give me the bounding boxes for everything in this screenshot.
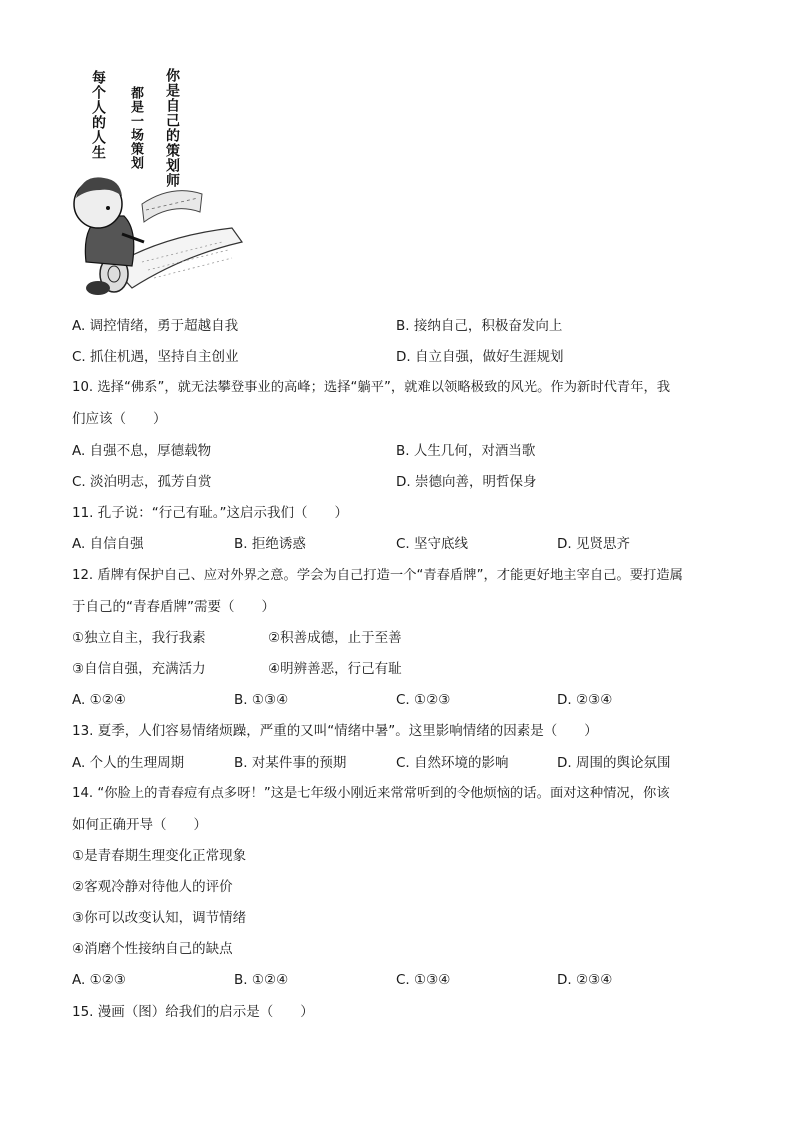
q9-option-a xyxy=(72,316,238,336)
cartoon-caption-col2: 都是一场策划 xyxy=(128,86,143,170)
option-text: 自信自强 xyxy=(89,536,144,552)
q14-option-b xyxy=(234,970,288,990)
q14-stem-line2: 如何正确开导（ ） xyxy=(72,817,207,833)
q9-option-b xyxy=(396,316,562,336)
option-letter: D. xyxy=(396,474,411,490)
option-letter: C. xyxy=(396,755,410,771)
option-text: 拒绝诱惑 xyxy=(251,536,306,552)
option-text: ①②④ xyxy=(89,692,126,708)
option-letter: D. xyxy=(557,692,572,708)
option-letter: C. xyxy=(396,972,410,988)
q13-option-c xyxy=(396,753,509,773)
option-letter: D. xyxy=(557,755,572,771)
q14-statement-2: ②客观冷静对待他人的评价 xyxy=(72,879,233,895)
q12-option-d xyxy=(557,690,612,710)
option-text: ①②③ xyxy=(414,692,451,708)
option-text: 调控情绪，勇于超越自我 xyxy=(89,318,239,334)
cartoon-caption-col3: 你是自己的策划师 xyxy=(164,68,180,188)
option-text: 坚守底线 xyxy=(414,536,469,552)
option-letter: B. xyxy=(234,692,248,708)
option-text: ②③④ xyxy=(575,692,613,708)
cartoon-drawing xyxy=(72,66,244,302)
q10-option-a xyxy=(72,441,211,461)
q12-option-b xyxy=(234,690,288,710)
q12-statement-3: ③自信自强，充满活力 xyxy=(72,661,206,677)
q9-option-c xyxy=(72,347,239,367)
option-text: ①②③ xyxy=(89,972,126,988)
q12-stem-line2: 于自己的“青春盾牌”需要（ ） xyxy=(72,599,275,615)
option-letter: B. xyxy=(234,755,248,771)
q9-option-d xyxy=(396,347,563,367)
option-letter: C. xyxy=(72,474,86,490)
q10-option-c xyxy=(72,472,212,492)
option-text: 见贤思齐 xyxy=(575,536,630,552)
q14-option-a xyxy=(72,970,126,990)
q10-stem-line1: 10. 选择“佛系”，就无法攀登事业的高峰；选择“躺平”，就难以领略极致的风光。作为新时代青年，我 xyxy=(72,380,671,395)
q12-stem-line1: 12. 盾牌有保护自己、应对外界之意。学会为自己打造一个“青春盾牌”，才能更好地主宰自己。要打造属 xyxy=(72,568,683,583)
q14-statement-3: ③你可以改变认知，调节情绪 xyxy=(72,910,247,926)
option-letter: A. xyxy=(72,318,86,334)
q14-option-d xyxy=(557,970,612,990)
q14-statement-1: ①是青春期生理变化正常现象 xyxy=(72,848,247,864)
q12-option-a xyxy=(72,690,126,710)
option-text: ①③④ xyxy=(414,972,451,988)
option-letter: D. xyxy=(557,972,572,988)
option-text: 人生几何，对酒当歌 xyxy=(413,443,536,459)
q14-statement-4: ④消磨个性接纳自己的缺点 xyxy=(72,941,233,957)
option-text: ①②④ xyxy=(251,972,289,988)
q12-statement-2: ②积善成德，止于至善 xyxy=(268,630,402,646)
option-text: 周围的舆论氛围 xyxy=(575,755,671,771)
option-text: 崇德向善，明哲保身 xyxy=(414,474,537,490)
q15-stem: 15. 漫画（图）给我们的启示是（ ） xyxy=(72,1004,314,1020)
option-text: 自强不息，厚德载物 xyxy=(89,443,212,459)
q13-stem: 13. 夏季，人们容易情绪烦躁，严重的又叫“情绪中暑”。这里影响情绪的因素是（ ） xyxy=(72,723,598,739)
option-text: 接纳自己，积极奋发向上 xyxy=(413,318,563,334)
q11-option-c xyxy=(396,534,468,554)
q12-statement-4: ④明辨善恶，行己有耻 xyxy=(268,661,402,677)
q10-option-b xyxy=(396,441,535,461)
option-letter: D. xyxy=(557,536,572,552)
option-letter: B. xyxy=(396,318,410,334)
cartoon-caption-col1: 每个人的人生 xyxy=(90,70,106,160)
q12-option-c xyxy=(396,690,450,710)
option-text: ①③④ xyxy=(251,692,289,708)
option-text: 抓住机遇，坚持自主创业 xyxy=(90,349,239,365)
option-letter: A. xyxy=(72,972,86,988)
option-letter: B. xyxy=(234,972,248,988)
q11-option-b xyxy=(234,534,306,554)
option-text: 淡泊明志，孤芳自赏 xyxy=(90,474,212,490)
option-letter: A. xyxy=(72,443,86,459)
option-letter: B. xyxy=(234,536,248,552)
option-text: ②③④ xyxy=(575,972,613,988)
option-letter: C. xyxy=(72,349,86,365)
q14-stem-line1: 14. “你脸上的青春痘有点多呀！”这是七年级小刚近来常常听到的令他烦恼的话。面对这种情况，你该 xyxy=(72,786,670,801)
option-text: 对某件事的预期 xyxy=(251,755,347,771)
option-letter: C. xyxy=(396,692,410,708)
option-letter: A. xyxy=(72,692,86,708)
q10-stem-line2: 们应该（ ） xyxy=(72,411,167,427)
option-letter: D. xyxy=(396,349,411,365)
q11-option-d xyxy=(557,534,630,554)
q11-stem: 11. 孔子说：“行己有耻。”这启示我们（ ） xyxy=(72,505,348,521)
q12-statement-1: ①独立自主，我行我素 xyxy=(72,630,206,646)
q13-option-a xyxy=(72,753,184,773)
cartoon-illustration xyxy=(72,66,244,302)
option-letter: C. xyxy=(396,536,410,552)
q11-option-a xyxy=(72,534,144,554)
q14-option-c xyxy=(396,970,450,990)
option-text: 自然环境的影响 xyxy=(414,755,509,771)
q13-option-d xyxy=(557,753,670,773)
q13-option-b xyxy=(234,753,346,773)
option-text: 自立自强，做好生涯规划 xyxy=(414,349,564,365)
option-letter: B. xyxy=(396,443,410,459)
option-text: 个人的生理周期 xyxy=(89,755,185,771)
option-letter: A. xyxy=(72,755,86,771)
q10-option-d xyxy=(396,472,536,492)
option-letter: A. xyxy=(72,536,86,552)
